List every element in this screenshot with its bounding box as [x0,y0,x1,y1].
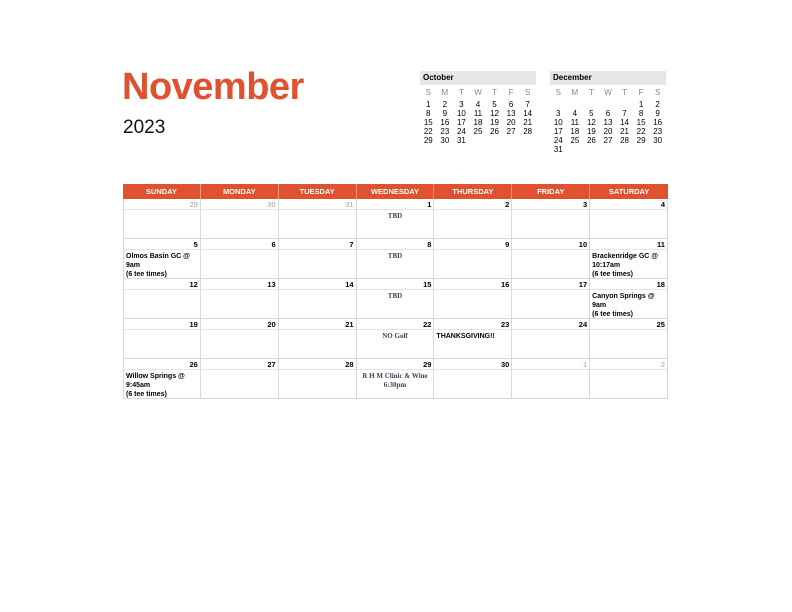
mini-day: 29 [636,136,646,145]
day-number: 30 [267,200,276,209]
mini-day: 30 [653,136,663,145]
day-number-band [512,359,589,370]
calendar-day-cell [357,319,435,359]
mini-day: 12 [490,109,499,118]
mini-weekday-label: S [524,88,531,97]
day-number: 22 [423,320,432,329]
mini-day: 19 [586,127,596,136]
calendar-day-cell [512,199,590,239]
mini-day: 5 [589,109,594,118]
calendar-day-cell [201,319,279,359]
mini-day: 3 [556,109,561,118]
day-number-band [357,359,434,370]
calendar-day-cell [123,359,201,399]
day-number: 30 [500,360,510,369]
calendar-event: NO Golf [382,332,408,340]
mini-day: 25 [473,127,483,136]
day-number-band [512,239,589,250]
day-number-band [434,279,511,290]
mini-calendar-days [550,85,666,154]
mini-day: 5 [492,100,497,109]
day-number-band [512,319,589,330]
calendar-event: Canyon Springs @ 9am (6 tee times) [592,293,655,318]
calendar-week-row [123,359,668,399]
mini-calendar-october [420,71,536,145]
calendar-day-cell [201,359,279,399]
month-title: November [122,66,304,108]
mini-day: 26 [490,127,499,136]
calendar-day-cell [357,279,435,319]
calendar-day-cell [590,239,668,279]
calendar-week-row [123,279,668,319]
mini-weekday-label: T [622,88,627,97]
mini-day: 21 [620,127,629,136]
day-number: 29 [423,360,432,369]
mini-day: 30 [440,136,450,145]
day-number-band [201,199,278,210]
mini-day: 10 [553,118,563,127]
mini-empty-cell [567,100,584,109]
day-number-band [124,199,200,210]
day-number: 17 [578,280,588,289]
day-number: 29 [189,200,198,209]
mini-day: 7 [525,100,530,109]
weekday-header: THURSDAY [434,184,512,199]
day-number-band [279,239,356,250]
weekday-header: TUESDAY [279,184,357,199]
day-number-band [590,359,667,370]
day-number: 2 [505,200,510,209]
calendar-day-cell [201,239,279,279]
day-number-band [434,319,511,330]
mini-day: 16 [440,118,450,127]
weekday-header-row [123,184,668,199]
mini-day: 18 [473,118,483,127]
mini-day: 4 [475,100,481,109]
day-number-band [201,239,278,250]
year-title: 2023 [123,117,166,138]
mini-day: 8 [638,109,644,118]
mini-weekday-label: T [458,88,464,97]
calendar-day-cell [279,319,357,359]
day-number-band [124,239,200,250]
month-calendar-grid [123,184,668,399]
day-number-band [590,199,667,210]
day-number: 13 [267,280,276,289]
day-number: 11 [657,240,665,249]
mini-weekday-label: T [588,88,594,97]
mini-day: 1 [638,100,644,109]
mini-weekday-label: S [425,88,431,97]
day-number: 26 [189,360,198,369]
mini-day: 3 [459,100,464,109]
mini-weekday-label: T [492,88,497,97]
mini-day: 17 [456,118,466,127]
weekday-header: WEDNESDAY [357,184,435,199]
mini-calendar-days [420,85,536,145]
mini-day: 23 [440,127,450,136]
calendar-event: TBD [387,252,403,260]
day-number-band [434,239,511,250]
calendar-day-cell [123,199,201,239]
mini-day: 25 [570,136,580,145]
day-number-band [201,319,278,330]
day-number-band [512,279,589,290]
day-number-band [590,279,667,290]
day-number-band [357,279,434,290]
mini-empty-cell [550,100,567,109]
day-number: 28 [345,360,354,369]
mini-calendar-title: October [420,71,536,85]
day-number: 14 [345,280,354,289]
weekday-header: MONDAY [201,184,279,199]
calendar-day-cell [512,279,590,319]
mini-weekday-label: F [508,88,514,97]
mini-day: 18 [570,127,580,136]
day-number: 6 [271,240,276,249]
mini-day: 9 [655,109,660,118]
mini-weekday-label: W [474,88,482,97]
calendar-week-row [123,239,668,279]
day-number: 20 [267,320,276,329]
day-number: 3 [582,200,588,209]
day-number-band [357,239,434,250]
mini-calendar-december [550,71,666,154]
day-number: 2 [660,360,665,369]
mini-day: 8 [426,109,431,118]
calendar-day-cell [590,199,668,239]
day-number: 27 [267,360,276,369]
calendar-day-cell [357,239,435,279]
day-number: 1 [427,200,432,209]
calendar-day-cell [434,239,512,279]
mini-weekday-label: S [555,88,561,97]
mini-day: 11 [473,109,483,118]
mini-weekday-label: M [571,88,579,97]
day-number: 21 [345,320,354,329]
weekday-header: SUNDAY [123,184,201,199]
mini-day: 14 [620,118,629,127]
mini-day: 12 [586,118,596,127]
day-number: 8 [427,240,432,249]
day-number-band [201,359,278,370]
day-number-band [512,199,589,210]
calendar-event: Willow Springs @ 9:45am (6 tee times) [126,373,185,398]
day-number-band [279,279,356,290]
day-number: 1 [582,360,588,369]
mini-weekday-label: S [654,88,661,97]
mini-day: 17 [553,127,563,136]
calendar-day-cell [590,319,668,359]
calendar-day-cell [434,199,512,239]
mini-empty-cell [600,100,617,109]
calendar-day-cell [279,199,357,239]
calendar-event: R H M Clinic & Wine 6:30pm [362,372,428,389]
day-number-band [590,239,667,250]
calendar-day-cell [434,359,512,399]
calendar-day-cell [357,199,435,239]
mini-day: 14 [523,109,533,118]
calendar-event: THANKSGIVING!! [436,333,495,340]
mini-calendar-title: December [550,71,666,85]
day-number-band [124,279,200,290]
mini-day: 13 [603,118,613,127]
mini-empty-cell [616,100,633,109]
day-number-band [201,279,278,290]
mini-day: 16 [653,118,663,127]
mini-day: 9 [442,109,448,118]
calendar-day-cell [279,239,357,279]
day-number: 16 [500,280,510,289]
mini-empty-cell [583,100,600,109]
calendar-event: Olmos Basin GC @ 9am (6 tee times) [126,253,191,278]
day-number-band [590,319,667,330]
mini-day: 23 [653,127,663,136]
mini-day: 24 [456,127,466,136]
calendar-day-cell [512,239,590,279]
mini-day: 11 [570,118,579,127]
mini-day: 6 [605,109,611,118]
day-number: 18 [656,280,665,289]
day-number-band [124,359,200,370]
day-number: 12 [189,280,198,289]
day-number: 25 [656,320,665,329]
day-number: 24 [578,320,588,329]
calendar-day-cell [590,279,668,319]
calendar-event: TBD [387,292,403,300]
day-number: 4 [660,200,665,209]
calendar-day-cell [201,279,279,319]
mini-day: 2 [442,100,448,109]
mini-day: 26 [586,136,596,145]
day-number: 9 [505,240,510,249]
calendar-day-cell [279,279,357,319]
mini-day: 2 [655,100,660,109]
mini-day: 6 [508,100,514,109]
calendar-day-cell [123,279,201,319]
calendar-day-cell [590,359,668,399]
calendar-day-cell [201,199,279,239]
day-number: 23 [500,320,510,329]
day-number-band [279,319,356,330]
mini-day: 27 [506,127,516,136]
mini-day: 15 [423,118,433,127]
day-number-band [357,319,434,330]
mini-day: 4 [572,109,578,118]
mini-day: 20 [603,127,613,136]
mini-day: 21 [523,118,533,127]
weekday-header: SATURDAY [608,187,650,196]
calendar-weeks [123,199,668,399]
calendar-day-cell [434,279,512,319]
mini-day: 20 [506,118,516,127]
calendar-day-cell [279,359,357,399]
mini-day: 24 [553,136,563,145]
day-number: 5 [193,240,198,249]
mini-day: 15 [636,118,646,127]
calendar-day-cell [123,239,201,279]
day-number-band [279,199,356,210]
calendar-event: TBD [387,212,403,220]
mini-day: 28 [523,127,533,136]
mini-day: 1 [426,100,431,109]
mini-day: 22 [423,127,433,136]
day-number-band [357,199,434,210]
mini-day: 27 [603,136,613,145]
mini-weekday-label: W [604,88,612,97]
mini-day: 31 [456,136,466,145]
calendar-week-row [123,319,668,359]
calendar-day-cell [512,359,590,399]
day-number: 7 [349,240,354,249]
day-number: 19 [189,320,198,329]
day-number: 10 [578,240,588,249]
calendar-day-cell [357,359,435,399]
mini-day: 19 [490,118,499,127]
mini-day: 13 [506,109,516,118]
day-number-band [434,359,511,370]
mini-day: 29 [423,136,433,145]
mini-weekday-label: M [441,88,449,97]
day-number: 31 [345,200,354,209]
weekday-header: FRIDAY [512,184,590,199]
mini-day: 28 [620,136,629,145]
day-number-band [434,199,511,210]
mini-day: 31 [553,145,563,154]
calendar-day-cell [434,319,512,359]
mini-day: 22 [636,127,646,136]
calendar-day-cell [123,319,201,359]
calendar-event: Brackenridge GC @ 10:17am (6 tee times) [592,253,659,278]
day-number: 15 [423,280,432,289]
mini-weekday-label: F [638,88,644,97]
mini-day: 10 [456,109,466,118]
day-number-band [124,319,200,330]
calendar-week-row [123,199,668,239]
mini-day: 7 [622,109,627,118]
day-number-band [279,359,356,370]
calendar-day-cell [512,319,590,359]
